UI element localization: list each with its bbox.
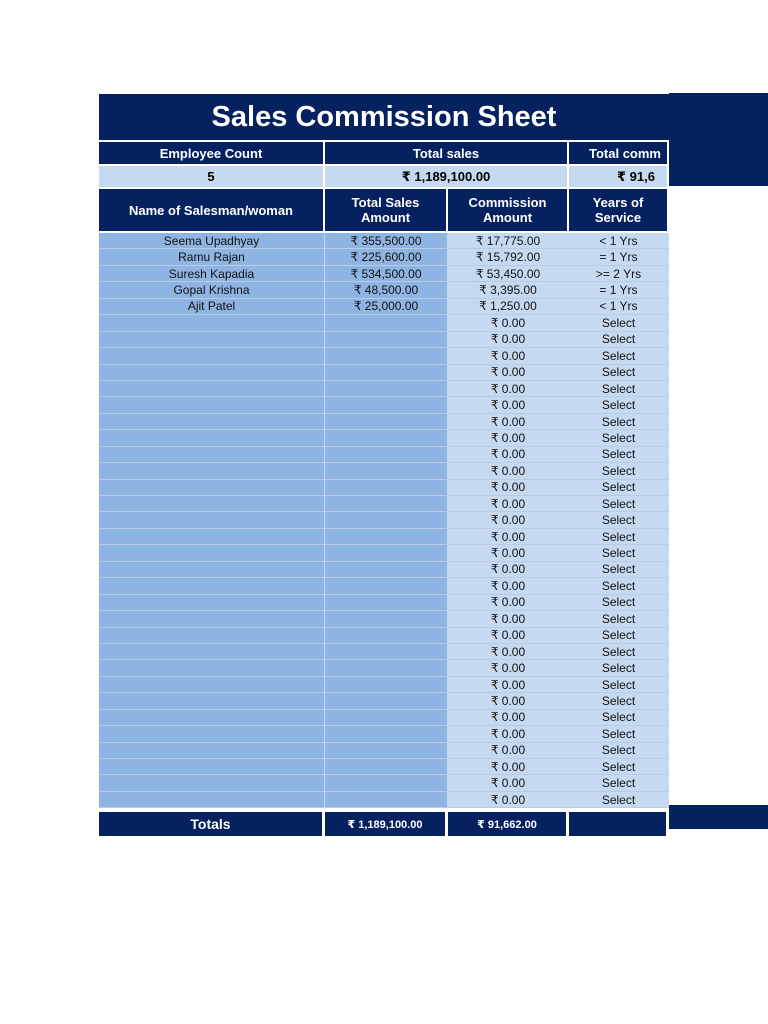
salesperson-name-cell[interactable]: [99, 496, 325, 512]
years-of-service-select[interactable]: < 1 Yrs: [569, 299, 669, 315]
table-row: [99, 365, 669, 381]
salesperson-name-cell[interactable]: [99, 660, 325, 676]
years-of-service-select[interactable]: Select: [569, 447, 669, 463]
salesperson-name-cell[interactable]: [99, 628, 325, 644]
sales-amount-cell[interactable]: [325, 529, 448, 545]
total-commission-value[interactable]: ₹ 91,6: [569, 166, 669, 187]
table-row: [99, 529, 669, 545]
table-row: [99, 660, 669, 676]
table-row: [99, 562, 669, 578]
years-of-service-select[interactable]: Select: [569, 775, 669, 791]
commission-amount-cell[interactable]: ₹ 0.00: [448, 759, 569, 775]
table-row: [99, 775, 669, 791]
header-band-overflow: [669, 93, 768, 186]
salesperson-name-cell[interactable]: [99, 463, 325, 479]
sales-amount-cell[interactable]: [325, 480, 448, 496]
table-row: [99, 693, 669, 709]
col-header-years-line1: Years of: [592, 195, 644, 210]
salesperson-name-cell[interactable]: [99, 710, 325, 726]
totals-sales: ₹ 1,189,100.00: [325, 812, 448, 836]
sales-amount-cell[interactable]: [325, 693, 448, 709]
data-rows: [99, 233, 669, 808]
table-row: [99, 545, 669, 561]
salesperson-name-cell[interactable]: [99, 578, 325, 594]
table-row: [99, 677, 669, 693]
commission-amount-cell[interactable]: ₹ 0.00: [448, 677, 569, 693]
sales-amount-cell[interactable]: [325, 775, 448, 791]
commission-amount-cell[interactable]: ₹ 0.00: [448, 480, 569, 496]
table-row: [99, 578, 669, 594]
years-of-service-select[interactable]: Select: [569, 759, 669, 775]
col-header-sales-line1: Total Sales: [351, 195, 420, 210]
sales-amount-cell[interactable]: [325, 365, 448, 381]
salesperson-name-cell[interactable]: [99, 677, 325, 693]
commission-amount-cell[interactable]: ₹ 0.00: [448, 710, 569, 726]
table-row: [99, 644, 669, 660]
commission-amount-cell[interactable]: ₹ 0.00: [448, 365, 569, 381]
years-of-service-select[interactable]: Select: [569, 743, 669, 759]
commission-amount-cell[interactable]: ₹ 15,792.00: [448, 249, 569, 265]
commission-amount-cell[interactable]: ₹ 1,250.00: [448, 299, 569, 315]
col-header-name: Name of Salesman/woman: [99, 189, 325, 231]
table-row: [99, 348, 669, 364]
years-of-service-select[interactable]: Select: [569, 726, 669, 742]
commission-amount-cell[interactable]: ₹ 0.00: [448, 463, 569, 479]
sales-amount-cell[interactable]: [325, 381, 448, 397]
commission-amount-cell[interactable]: ₹ 3,395.00: [448, 282, 569, 298]
salesperson-name-cell[interactable]: [99, 545, 325, 561]
salesperson-name-cell[interactable]: [99, 611, 325, 627]
years-of-service-select[interactable]: Select: [569, 332, 669, 348]
years-of-service-select[interactable]: >= 2 Yrs: [569, 266, 669, 282]
sales-amount-cell[interactable]: [325, 710, 448, 726]
years-of-service-select[interactable]: Select: [569, 512, 669, 528]
table-row: [99, 628, 669, 644]
salesperson-name-cell[interactable]: [99, 775, 325, 791]
table-row: [99, 726, 669, 742]
years-of-service-select[interactable]: Select: [569, 578, 669, 594]
years-of-service-select[interactable]: Select: [569, 529, 669, 545]
salesperson-name-cell[interactable]: [99, 759, 325, 775]
salesperson-name-cell[interactable]: [99, 644, 325, 660]
years-of-service-select[interactable]: Select: [569, 430, 669, 446]
totals-commission: ₹ 91,662.00: [448, 812, 569, 836]
commission-amount-cell[interactable]: ₹ 0.00: [448, 332, 569, 348]
sheet-title: Sales Commission Sheet: [99, 94, 669, 140]
table-row: [99, 233, 669, 249]
summary-header-row: [99, 140, 669, 164]
commission-amount-cell[interactable]: ₹ 0.00: [448, 381, 569, 397]
sales-amount-cell[interactable]: [325, 595, 448, 611]
total-commission-label: Total comm: [569, 142, 669, 164]
col-header-comm-line2: Amount: [482, 210, 533, 225]
table-row: [99, 759, 669, 775]
commission-amount-cell[interactable]: ₹ 0.00: [448, 348, 569, 364]
total-sales-value[interactable]: ₹ 1,189,100.00: [325, 166, 569, 187]
table-row: [99, 430, 669, 446]
table-row: [99, 480, 669, 496]
sales-amount-cell[interactable]: [325, 792, 448, 808]
sales-amount-cell[interactable]: [325, 348, 448, 364]
years-of-service-select[interactable]: Select: [569, 480, 669, 496]
years-of-service-select[interactable]: Select: [569, 496, 669, 512]
salesperson-name-cell[interactable]: [99, 397, 325, 413]
salesperson-name-cell[interactable]: [99, 562, 325, 578]
commission-amount-cell[interactable]: ₹ 0.00: [448, 595, 569, 611]
salesperson-name-cell[interactable]: Suresh Kapadia: [99, 266, 325, 282]
employee-count-label: Employee Count: [99, 142, 325, 164]
sales-amount-cell[interactable]: [325, 447, 448, 463]
commission-amount-cell[interactable]: ₹ 0.00: [448, 447, 569, 463]
sales-amount-cell[interactable]: [325, 759, 448, 775]
years-of-service-select[interactable]: Select: [569, 611, 669, 627]
sales-amount-cell[interactable]: ₹ 534,500.00: [325, 266, 448, 282]
years-of-service-select[interactable]: = 1 Yrs: [569, 249, 669, 265]
sales-amount-cell[interactable]: ₹ 48,500.00: [325, 282, 448, 298]
col-header-commission: [448, 189, 569, 231]
sales-amount-cell[interactable]: [325, 660, 448, 676]
salesperson-name-cell[interactable]: [99, 480, 325, 496]
commission-amount-cell[interactable]: ₹ 17,775.00: [448, 233, 569, 249]
years-of-service-select[interactable]: Select: [569, 562, 669, 578]
commission-amount-cell[interactable]: ₹ 0.00: [448, 644, 569, 660]
years-of-service-select[interactable]: Select: [569, 414, 669, 430]
sales-amount-cell[interactable]: [325, 496, 448, 512]
commission-amount-cell[interactable]: ₹ 0.00: [448, 611, 569, 627]
salesperson-name-cell[interactable]: [99, 430, 325, 446]
years-of-service-select[interactable]: Select: [569, 677, 669, 693]
sales-amount-cell[interactable]: [325, 332, 448, 348]
salesperson-name-cell[interactable]: [99, 315, 325, 331]
years-of-service-select[interactable]: Select: [569, 710, 669, 726]
commission-amount-cell[interactable]: ₹ 0.00: [448, 693, 569, 709]
sales-amount-cell[interactable]: [325, 463, 448, 479]
sales-amount-cell[interactable]: [325, 611, 448, 627]
sales-amount-cell[interactable]: [325, 430, 448, 446]
sales-amount-cell[interactable]: [325, 644, 448, 660]
table-row: [99, 332, 669, 348]
years-of-service-select[interactable]: Select: [569, 644, 669, 660]
commission-amount-cell[interactable]: ₹ 0.00: [448, 775, 569, 791]
table-row: [99, 792, 669, 808]
sales-amount-cell[interactable]: ₹ 355,500.00: [325, 233, 448, 249]
sales-amount-cell[interactable]: ₹ 25,000.00: [325, 299, 448, 315]
table-row: [99, 463, 669, 479]
sales-amount-cell[interactable]: [325, 578, 448, 594]
salesperson-name-cell[interactable]: [99, 414, 325, 430]
salesperson-name-cell[interactable]: [99, 743, 325, 759]
salesperson-name-cell[interactable]: [99, 332, 325, 348]
years-of-service-select[interactable]: Select: [569, 660, 669, 676]
salesperson-name-cell[interactable]: [99, 381, 325, 397]
commission-amount-cell[interactable]: ₹ 0.00: [448, 578, 569, 594]
totals-row: [99, 812, 669, 836]
years-of-service-select[interactable]: = 1 Yrs: [569, 282, 669, 298]
commission-amount-cell[interactable]: ₹ 0.00: [448, 315, 569, 331]
years-of-service-select[interactable]: Select: [569, 595, 669, 611]
years-of-service-select[interactable]: Select: [569, 365, 669, 381]
table-row: [99, 299, 669, 315]
years-of-service-select[interactable]: Select: [569, 381, 669, 397]
col-header-years: [569, 189, 669, 231]
table-row: [99, 496, 669, 512]
sales-amount-cell[interactable]: [325, 743, 448, 759]
sales-amount-cell[interactable]: [325, 677, 448, 693]
table-row: [99, 595, 669, 611]
salesperson-name-cell[interactable]: Gopal Krishna: [99, 282, 325, 298]
table-row: [99, 512, 669, 528]
totals-years: [569, 812, 669, 836]
commission-amount-cell[interactable]: ₹ 0.00: [448, 628, 569, 644]
commission-amount-cell[interactable]: ₹ 0.00: [448, 397, 569, 413]
commission-amount-cell[interactable]: ₹ 0.00: [448, 430, 569, 446]
col-header-sales-line2: Amount: [360, 210, 411, 225]
totals-label: Totals: [99, 812, 325, 836]
table-row: [99, 397, 669, 413]
employee-count-value[interactable]: 5: [99, 166, 325, 187]
commission-amount-cell[interactable]: ₹ 0.00: [448, 726, 569, 742]
commission-amount-cell[interactable]: ₹ 0.00: [448, 743, 569, 759]
sales-amount-cell[interactable]: [325, 545, 448, 561]
commission-amount-cell[interactable]: ₹ 0.00: [448, 414, 569, 430]
table-row: [99, 447, 669, 463]
salesperson-name-cell[interactable]: [99, 447, 325, 463]
sales-amount-cell[interactable]: [325, 315, 448, 331]
years-of-service-select[interactable]: Select: [569, 628, 669, 644]
salesperson-name-cell[interactable]: Ramu Rajan: [99, 249, 325, 265]
years-of-service-select[interactable]: Select: [569, 693, 669, 709]
commission-amount-cell[interactable]: ₹ 0.00: [448, 496, 569, 512]
salesperson-name-cell[interactable]: [99, 693, 325, 709]
table-row: [99, 611, 669, 627]
table-row: [99, 743, 669, 759]
salesperson-name-cell[interactable]: [99, 595, 325, 611]
commission-amount-cell[interactable]: ₹ 0.00: [448, 529, 569, 545]
table-row: [99, 282, 669, 298]
commission-sheet: [99, 94, 669, 836]
commission-amount-cell[interactable]: ₹ 53,450.00: [448, 266, 569, 282]
commission-amount-cell[interactable]: ₹ 0.00: [448, 792, 569, 808]
sales-amount-cell[interactable]: ₹ 225,600.00: [325, 249, 448, 265]
salesperson-name-cell[interactable]: [99, 529, 325, 545]
table-row: [99, 414, 669, 430]
table-row: [99, 710, 669, 726]
summary-value-row: [99, 164, 669, 187]
table-row: [99, 266, 669, 282]
commission-amount-cell[interactable]: ₹ 0.00: [448, 545, 569, 561]
total-sales-label: Total sales: [325, 142, 569, 164]
sales-amount-cell[interactable]: [325, 628, 448, 644]
commission-amount-cell[interactable]: ₹ 0.00: [448, 562, 569, 578]
years-of-service-select[interactable]: < 1 Yrs: [569, 233, 669, 249]
salesperson-name-cell[interactable]: [99, 792, 325, 808]
salesperson-name-cell[interactable]: Ajit Patel: [99, 299, 325, 315]
years-of-service-select[interactable]: Select: [569, 545, 669, 561]
salesperson-name-cell[interactable]: [99, 726, 325, 742]
years-of-service-select[interactable]: Select: [569, 315, 669, 331]
col-header-years-line2: Service: [594, 210, 642, 225]
salesperson-name-cell[interactable]: [99, 348, 325, 364]
years-of-service-select[interactable]: Select: [569, 348, 669, 364]
table-row: [99, 249, 669, 265]
col-header-comm-line1: Commission: [468, 195, 547, 210]
sales-amount-cell[interactable]: [325, 414, 448, 430]
column-header-row: [99, 187, 669, 233]
table-row: [99, 381, 669, 397]
commission-amount-cell[interactable]: ₹ 0.00: [448, 512, 569, 528]
sales-amount-cell[interactable]: [325, 562, 448, 578]
years-of-service-select[interactable]: Select: [569, 792, 669, 808]
years-of-service-select[interactable]: Select: [569, 397, 669, 413]
totals-band-overflow: [669, 805, 768, 829]
sales-amount-cell[interactable]: [325, 397, 448, 413]
commission-amount-cell[interactable]: ₹ 0.00: [448, 660, 569, 676]
col-header-sales: [325, 189, 448, 231]
salesperson-name-cell[interactable]: [99, 365, 325, 381]
sales-amount-cell[interactable]: [325, 726, 448, 742]
sales-amount-cell[interactable]: [325, 512, 448, 528]
years-of-service-select[interactable]: Select: [569, 463, 669, 479]
table-row: [99, 315, 669, 331]
salesperson-name-cell[interactable]: Seema Upadhyay: [99, 233, 325, 249]
salesperson-name-cell[interactable]: [99, 512, 325, 528]
